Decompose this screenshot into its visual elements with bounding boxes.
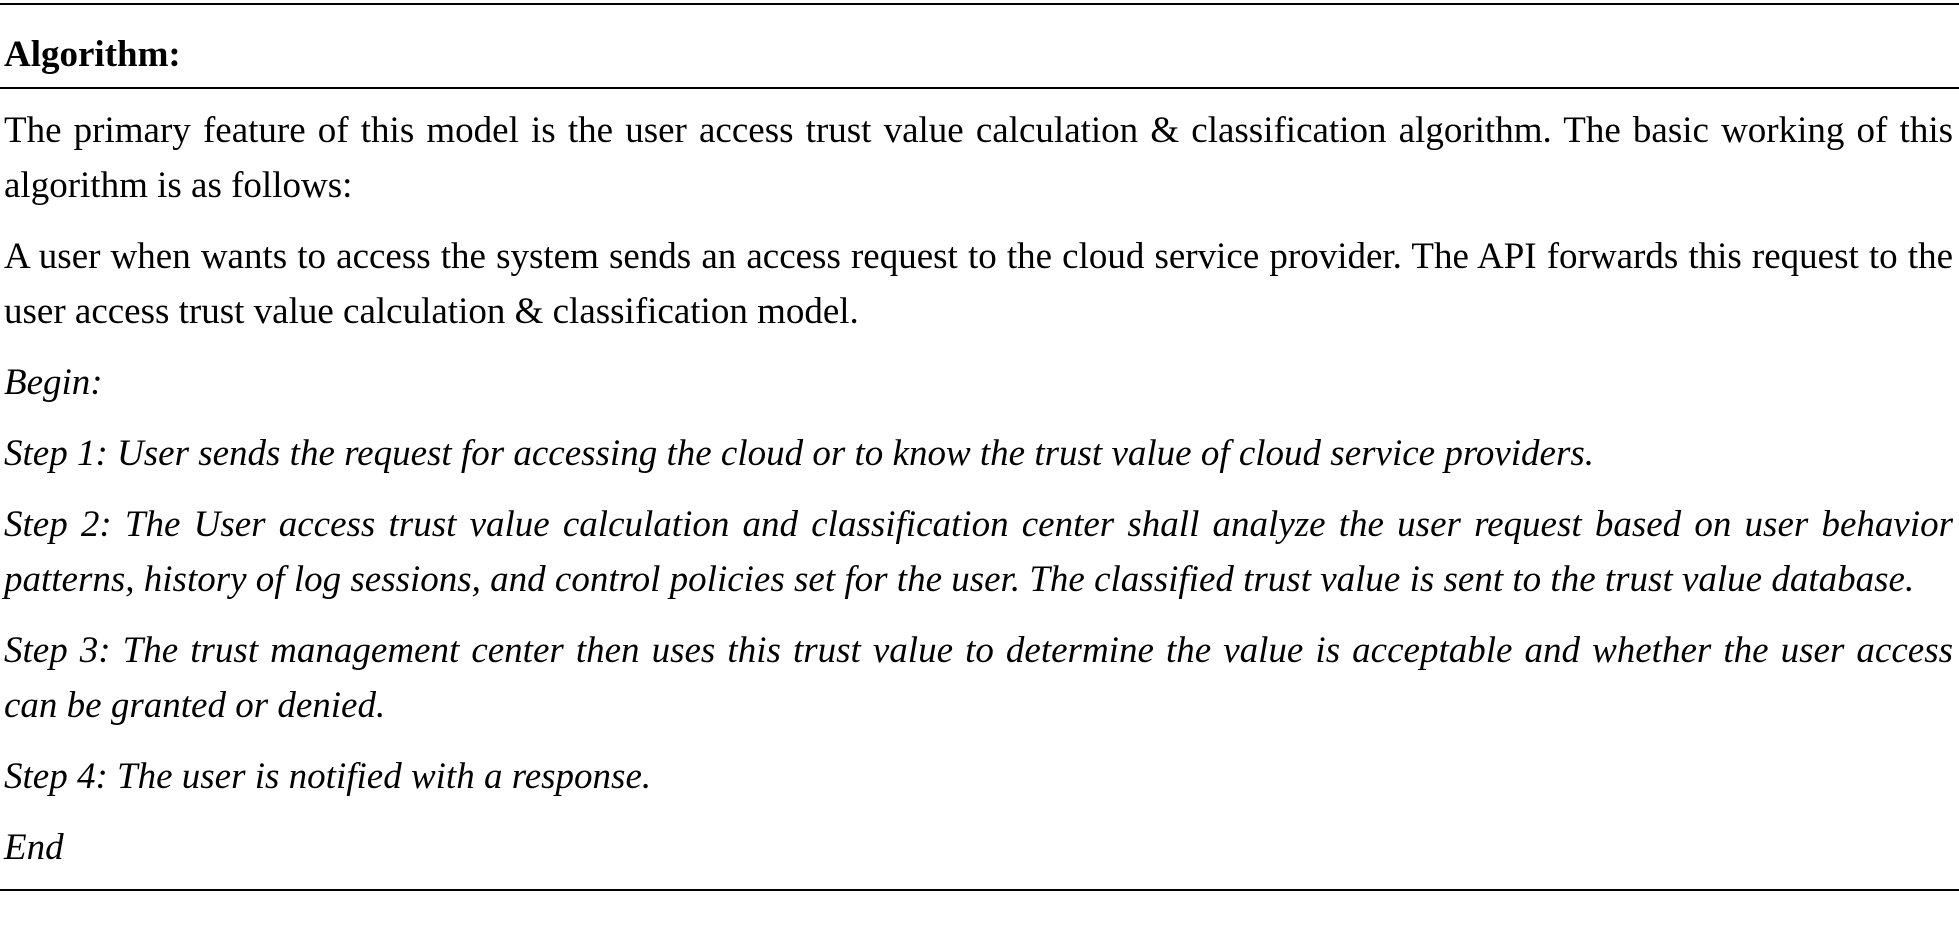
step-4: Step 4: The user is notified with a response. — [4, 756, 652, 797]
step-2: Step 2: The User access trust value calculation and classification center shall analyze the user request based on user behavior patterns, history of log sessions, and control policies set for the user. The classified trust value is sent to the trust value database. — [4, 504, 1953, 600]
intro-paragraph-1: The primary feature of this model is the user access trust value calculation & classification algorithm. The basic working of this algorithm is as follows: — [4, 110, 1953, 206]
step-3: Step 3: The trust management center then uses this trust value to determine the value is acceptable and whether the user access can be granted or denied. — [4, 630, 1953, 726]
end-label: End — [4, 827, 64, 868]
algorithm-heading: Algorithm: — [0, 5, 1959, 89]
intro-paragraph-2: A user when wants to access the system sends an access request to the cloud service provider. The API forwards this request to the user access trust value calculation & classification model. — [4, 236, 1953, 332]
algorithm-body — [0, 89, 1959, 889]
algorithm-box — [0, 3, 1959, 891]
begin-label: Begin: — [4, 362, 103, 403]
step-1: Step 1: User sends the request for accessing the cloud or to know the trust value of cloud service providers. — [4, 433, 1595, 474]
